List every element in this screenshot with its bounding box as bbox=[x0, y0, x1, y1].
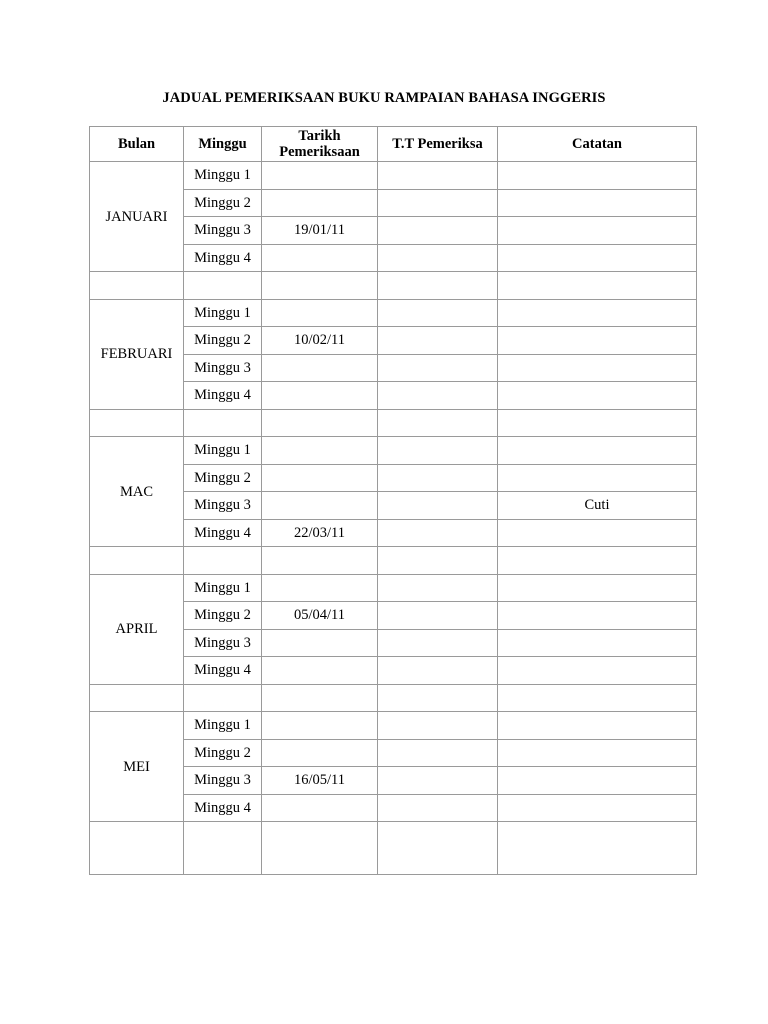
catatan-cell bbox=[498, 794, 697, 822]
empty-cell bbox=[184, 547, 262, 575]
table-row bbox=[90, 574, 697, 602]
month-cell: MEI bbox=[90, 712, 184, 822]
catatan-cell bbox=[498, 712, 697, 740]
tarikh-cell bbox=[262, 162, 378, 190]
empty-cell bbox=[378, 547, 498, 575]
empty-cell bbox=[378, 272, 498, 300]
empty-cell bbox=[378, 409, 498, 437]
minggu-cell: Minggu 2 bbox=[184, 464, 262, 492]
catatan-cell bbox=[498, 519, 697, 547]
header-tarikh-line2: Pemeriksaan bbox=[279, 144, 360, 160]
tt-pemeriksa-cell bbox=[378, 629, 498, 657]
catatan-cell bbox=[498, 162, 697, 190]
empty-cell bbox=[90, 684, 184, 712]
tarikh-cell bbox=[262, 299, 378, 327]
tarikh-cell bbox=[262, 739, 378, 767]
empty-cell bbox=[184, 684, 262, 712]
header-tarikh-line1: Tarikh bbox=[298, 128, 341, 144]
month-cell: MAC bbox=[90, 437, 184, 547]
empty-cell bbox=[262, 822, 378, 875]
tarikh-cell: 22/03/11 bbox=[262, 519, 378, 547]
tt-pemeriksa-cell bbox=[378, 767, 498, 795]
catatan-cell bbox=[498, 574, 697, 602]
tarikh-cell bbox=[262, 354, 378, 382]
spacer-row bbox=[90, 822, 697, 875]
table-row bbox=[90, 712, 697, 740]
minggu-cell: Minggu 4 bbox=[184, 519, 262, 547]
empty-cell bbox=[378, 822, 498, 875]
minggu-cell: Minggu 1 bbox=[184, 437, 262, 465]
minggu-cell: Minggu 4 bbox=[184, 657, 262, 685]
empty-cell bbox=[90, 547, 184, 575]
header-catatan: Catatan bbox=[498, 127, 697, 162]
tt-pemeriksa-cell bbox=[378, 437, 498, 465]
header-tt-pemeriksa: T.T Pemeriksa bbox=[378, 127, 498, 162]
tt-pemeriksa-cell bbox=[378, 382, 498, 410]
catatan-cell bbox=[498, 354, 697, 382]
tt-pemeriksa-cell bbox=[378, 217, 498, 245]
minggu-cell: Minggu 1 bbox=[184, 712, 262, 740]
tt-pemeriksa-cell bbox=[378, 244, 498, 272]
catatan-cell bbox=[498, 629, 697, 657]
minggu-cell: Minggu 3 bbox=[184, 492, 262, 520]
tt-pemeriksa-cell bbox=[378, 519, 498, 547]
empty-cell bbox=[262, 684, 378, 712]
catatan-cell bbox=[498, 382, 697, 410]
catatan-cell bbox=[498, 437, 697, 465]
tarikh-cell bbox=[262, 382, 378, 410]
table-row bbox=[90, 437, 697, 465]
empty-cell bbox=[378, 684, 498, 712]
tarikh-cell: 10/02/11 bbox=[262, 327, 378, 355]
tarikh-cell bbox=[262, 629, 378, 657]
tt-pemeriksa-cell bbox=[378, 464, 498, 492]
tarikh-cell bbox=[262, 657, 378, 685]
catatan-cell bbox=[498, 244, 697, 272]
tarikh-cell bbox=[262, 464, 378, 492]
tt-pemeriksa-cell bbox=[378, 492, 498, 520]
spacer-row bbox=[90, 272, 697, 300]
tarikh-cell: 16/05/11 bbox=[262, 767, 378, 795]
month-cell: FEBRUARI bbox=[90, 299, 184, 409]
schedule-body bbox=[90, 162, 697, 875]
table-row bbox=[90, 162, 697, 190]
page-title: JADUAL PEMERIKSAAN BUKU RAMPAIAN BAHASA INGGERIS bbox=[162, 90, 606, 106]
tt-pemeriksa-cell bbox=[378, 657, 498, 685]
empty-cell bbox=[498, 409, 697, 437]
table-row bbox=[90, 299, 697, 327]
empty-cell bbox=[262, 547, 378, 575]
minggu-cell: Minggu 3 bbox=[184, 629, 262, 657]
minggu-cell: Minggu 4 bbox=[184, 382, 262, 410]
catatan-cell bbox=[498, 602, 697, 630]
header-bulan: Bulan bbox=[90, 127, 184, 162]
empty-cell bbox=[184, 822, 262, 875]
tt-pemeriksa-cell bbox=[378, 712, 498, 740]
minggu-cell: Minggu 2 bbox=[184, 189, 262, 217]
month-cell: APRIL bbox=[90, 574, 184, 684]
spacer-row bbox=[90, 409, 697, 437]
tt-pemeriksa-cell bbox=[378, 327, 498, 355]
empty-cell bbox=[90, 409, 184, 437]
minggu-cell: Minggu 2 bbox=[184, 602, 262, 630]
catatan-cell: Cuti bbox=[498, 492, 697, 520]
minggu-cell: Minggu 1 bbox=[184, 299, 262, 327]
month-cell: JANUARI bbox=[90, 162, 184, 272]
tt-pemeriksa-cell bbox=[378, 574, 498, 602]
spacer-row bbox=[90, 684, 697, 712]
tarikh-cell bbox=[262, 574, 378, 602]
empty-cell bbox=[498, 684, 697, 712]
tarikh-cell bbox=[262, 437, 378, 465]
minggu-cell: Minggu 4 bbox=[184, 794, 262, 822]
header-row bbox=[90, 127, 697, 162]
catatan-cell bbox=[498, 299, 697, 327]
minggu-cell: Minggu 3 bbox=[184, 217, 262, 245]
spacer-row bbox=[90, 547, 697, 575]
tarikh-cell bbox=[262, 244, 378, 272]
schedule-table bbox=[89, 126, 697, 875]
tarikh-cell bbox=[262, 794, 378, 822]
empty-cell bbox=[262, 409, 378, 437]
tarikh-cell bbox=[262, 492, 378, 520]
catatan-cell bbox=[498, 327, 697, 355]
tt-pemeriksa-cell bbox=[378, 602, 498, 630]
tt-pemeriksa-cell bbox=[378, 162, 498, 190]
empty-cell bbox=[90, 272, 184, 300]
empty-cell bbox=[498, 822, 697, 875]
empty-cell bbox=[498, 547, 697, 575]
minggu-cell: Minggu 1 bbox=[184, 162, 262, 190]
tt-pemeriksa-cell bbox=[378, 189, 498, 217]
tarikh-cell: 19/01/11 bbox=[262, 217, 378, 245]
minggu-cell: Minggu 2 bbox=[184, 327, 262, 355]
catatan-cell bbox=[498, 464, 697, 492]
empty-cell bbox=[90, 822, 184, 875]
catatan-cell bbox=[498, 217, 697, 245]
tarikh-cell bbox=[262, 712, 378, 740]
tt-pemeriksa-cell bbox=[378, 299, 498, 327]
empty-cell bbox=[184, 272, 262, 300]
tt-pemeriksa-cell bbox=[378, 354, 498, 382]
tt-pemeriksa-cell bbox=[378, 794, 498, 822]
catatan-cell bbox=[498, 189, 697, 217]
minggu-cell: Minggu 3 bbox=[184, 767, 262, 795]
tt-pemeriksa-cell bbox=[378, 739, 498, 767]
catatan-cell bbox=[498, 767, 697, 795]
tarikh-cell: 05/04/11 bbox=[262, 602, 378, 630]
header-minggu: Minggu bbox=[184, 127, 262, 162]
empty-cell bbox=[498, 272, 697, 300]
header-tarikh bbox=[262, 127, 378, 162]
empty-cell bbox=[184, 409, 262, 437]
tarikh-cell bbox=[262, 189, 378, 217]
minggu-cell: Minggu 3 bbox=[184, 354, 262, 382]
minggu-cell: Minggu 1 bbox=[184, 574, 262, 602]
empty-cell bbox=[262, 272, 378, 300]
minggu-cell: Minggu 2 bbox=[184, 739, 262, 767]
minggu-cell: Minggu 4 bbox=[184, 244, 262, 272]
catatan-cell bbox=[498, 657, 697, 685]
catatan-cell bbox=[498, 739, 697, 767]
